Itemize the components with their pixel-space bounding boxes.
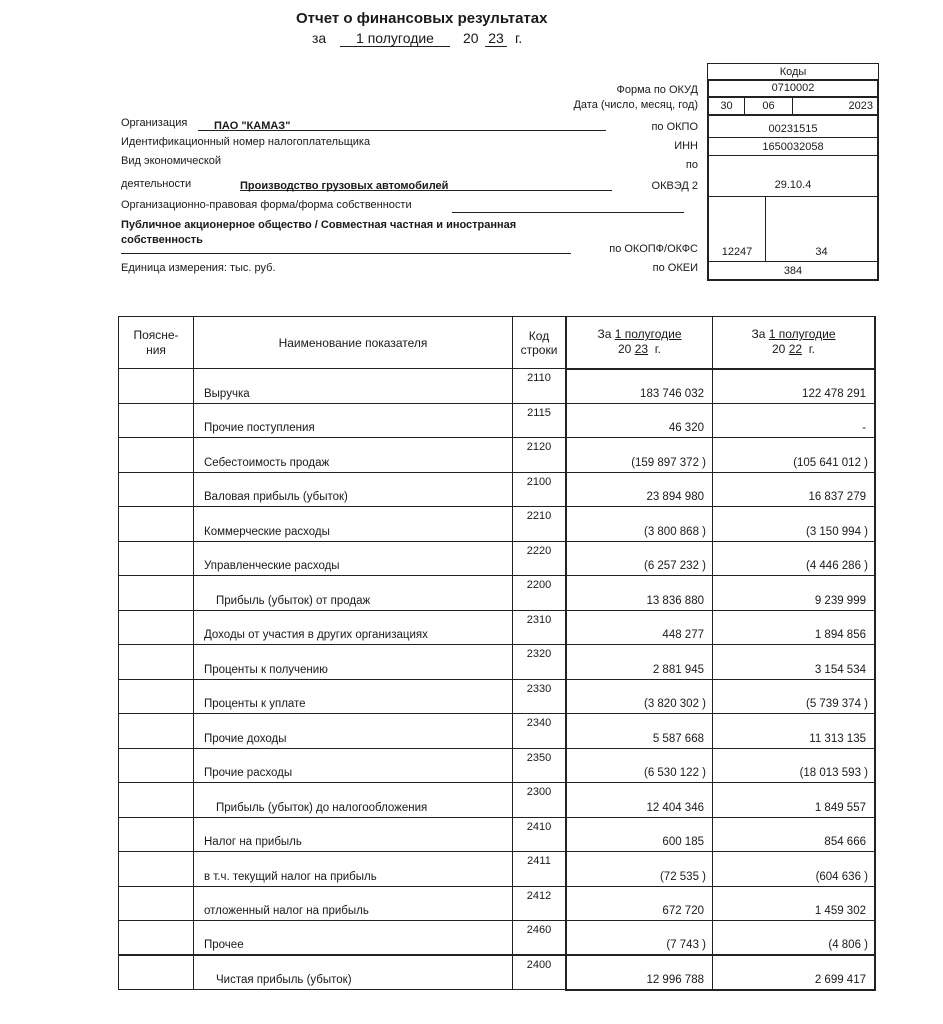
activity-field (240, 176, 612, 191)
table-header-row (119, 317, 876, 369)
header-code (513, 317, 567, 369)
row-name: отложенный налог на прибыль (204, 905, 369, 917)
row-current-value: (3 820 302 ) (643, 698, 706, 710)
table-row (119, 921, 876, 956)
okved-code: 29.10.4 (709, 156, 877, 197)
table-row (119, 438, 876, 473)
cur-unit: г. (654, 342, 661, 357)
row-current-value: (7 743 ) (666, 939, 706, 951)
header-previous-period (713, 317, 876, 369)
row-name: в т.ч. текущий налог на прибыль (204, 870, 377, 883)
okpo-code: 00231515 (709, 116, 877, 138)
row-previous-value: 3 154 534 (814, 663, 866, 676)
table-row (119, 610, 876, 645)
table-row (119, 645, 876, 680)
row-code: 2310 (526, 613, 552, 626)
row-name: Валовая прибыль (убыток) (204, 491, 348, 503)
date-label: Дата (число, месяц, год) (573, 99, 698, 111)
okei-label: по ОКЕИ (652, 262, 698, 274)
row-previous-value: (105 641 012 ) (793, 456, 868, 469)
inn-label: Идентификационный номер налогоплательщика (121, 136, 371, 148)
prev-year: 22 (788, 342, 803, 357)
unit-label: Единица измерения: тыс. руб. (121, 262, 276, 274)
table-row (119, 541, 876, 576)
row-current-value: 46 320 (668, 422, 704, 434)
table-row (119, 714, 876, 749)
row-code: 2210 (526, 510, 552, 522)
row-previous-value: 11 313 135 (809, 732, 866, 745)
row-name: Прибыль (убыток) от продаж (216, 594, 371, 607)
table-row (119, 817, 876, 852)
okopf-label: по ОКОПФ/ОКФС (609, 243, 698, 255)
row-previous-value: (5 739 374 ) (805, 698, 868, 710)
po-label: по (685, 159, 698, 171)
row-code: 2400 (526, 959, 552, 971)
legal-form-value-1: Публичное акционерное общество / Совместная частная и иностранная (121, 219, 517, 231)
row-name: Прочие поступления (204, 422, 315, 434)
okopf-okfs-row (709, 197, 877, 262)
table-row (119, 852, 876, 887)
row-name: Проценты к уплате (204, 698, 306, 710)
financial-results-table (118, 316, 876, 991)
row-previous-value: - (862, 422, 866, 434)
row-current-value: 672 720 (662, 905, 704, 917)
row-code: 2330 (526, 682, 552, 695)
row-previous-value: (3 150 994 ) (805, 525, 868, 538)
okved-label: ОКВЭД 2 (651, 180, 698, 192)
year-value: 23 (485, 30, 507, 47)
year-prefix: 20 (463, 30, 479, 46)
okfs-code: 34 (815, 246, 828, 258)
row-code: 2320 (526, 648, 552, 660)
codes-box (707, 79, 879, 281)
organization-field (198, 116, 606, 131)
legal-form-underline (121, 252, 571, 254)
row-code: 2115 (527, 406, 551, 419)
row-previous-value: 1 459 302 (814, 905, 866, 917)
cur-year-prefix: 20 (618, 342, 632, 357)
year-unit: г. (515, 30, 523, 46)
legal-form-value-2: собственность (121, 234, 203, 246)
row-name: Коммерческие расходы (204, 525, 330, 538)
row-current-value: 600 185 (662, 836, 704, 848)
table-row (119, 507, 876, 542)
row-name: Доходы от участия в других организациях (204, 629, 428, 641)
row-name: Налог на прибыль (204, 836, 302, 848)
row-name: Прочее (204, 939, 244, 951)
cur-year: 23 (634, 342, 649, 357)
activity-label-1: Вид экономической (121, 155, 222, 167)
row-name: Себестоимость продаж (204, 456, 330, 469)
header-notes-text: Поясне-ния (133, 327, 179, 357)
row-name: Прибыль (убыток) до налогообложения (216, 801, 428, 814)
date-day: 30 (709, 98, 745, 114)
table-row (119, 369, 876, 404)
okud-code: 0710002 (709, 81, 877, 98)
cur-prefix: За (597, 327, 612, 342)
okopf-code: 12247 (709, 197, 766, 261)
row-current-value: 5 587 668 (652, 732, 704, 745)
row-previous-value: (4 446 286 ) (805, 560, 868, 572)
table-row (119, 576, 876, 611)
row-code: 2412 (526, 889, 552, 902)
row-current-value: (3 800 868 ) (643, 525, 706, 538)
row-current-value: 448 277 (662, 629, 704, 641)
date-code-row (709, 98, 877, 116)
legal-form-line (452, 198, 684, 213)
okud-label: Форма по ОКУД (616, 84, 698, 96)
period-prefix: за (312, 30, 327, 46)
row-previous-value: (18 013 593 ) (799, 767, 868, 779)
row-previous-value: 2 699 417 (814, 973, 866, 986)
activity-label-2: деятельности (121, 178, 192, 190)
row-code: 2200 (526, 579, 552, 591)
okpo-label: по ОКПО (651, 121, 698, 133)
row-name: Управленческие расходы (204, 560, 340, 572)
codes-header: Коды (707, 63, 879, 80)
table-row-total (119, 955, 876, 990)
organization-label: Организация (121, 117, 188, 129)
row-previous-value: 1 894 856 (814, 629, 866, 641)
header-code-2: строки (520, 342, 558, 357)
row-current-value: 23 894 980 (646, 491, 704, 503)
report-title: Отчет о финансовых результатах (296, 10, 548, 27)
row-current-value: 12 996 788 (646, 973, 704, 986)
table-row (119, 472, 876, 507)
table-row (119, 783, 876, 818)
header-code-1: Код (528, 328, 550, 343)
table-row (119, 748, 876, 783)
legal-form-label: Организационно-правовая форма/форма собственности (121, 199, 412, 211)
date-month: 06 (745, 98, 793, 114)
row-code: 2110 (527, 372, 551, 384)
table-row (119, 679, 876, 714)
row-current-value: 13 836 880 (646, 594, 704, 607)
header-name: Наименование показателя (194, 317, 513, 369)
row-name: Выручка (204, 387, 250, 400)
row-current-value: 183 746 032 (640, 387, 704, 400)
row-previous-value: (4 806 ) (828, 939, 868, 951)
row-current-value: (159 897 372 ) (631, 456, 706, 469)
row-code: 2460 (526, 924, 552, 936)
row-current-value: 2 881 945 (652, 663, 704, 676)
header-notes (119, 317, 194, 369)
row-code: 2350 (526, 751, 552, 764)
inn-code-label: ИНН (674, 140, 698, 152)
row-name: Прочие расходы (204, 767, 293, 779)
row-code: 2220 (526, 544, 552, 557)
row-current-value: (6 530 122 ) (643, 767, 706, 779)
row-code: 2300 (526, 786, 552, 798)
cur-period: 1 полугодие (614, 327, 682, 342)
prev-prefix: За (751, 327, 766, 342)
prev-period: 1 полугодие (768, 327, 836, 342)
row-previous-value: (604 636 ) (815, 870, 868, 883)
row-name: Чистая прибыль (убыток) (216, 974, 352, 986)
date-year: 2023 (848, 100, 873, 112)
row-code: 2410 (526, 820, 552, 833)
prev-year-prefix: 20 (772, 342, 786, 357)
row-previous-value: 854 666 (824, 836, 866, 848)
row-code: 2120 (526, 441, 552, 453)
row-code: 2340 (526, 717, 552, 729)
inn-code: 1650032058 (709, 138, 877, 156)
row-name: Проценты к получению (204, 663, 328, 676)
organization-value: ПАО "КАМАЗ" (214, 120, 291, 132)
table-row (119, 886, 876, 921)
row-current-value: (72 535 ) (659, 870, 706, 883)
row-name: Прочие доходы (204, 732, 287, 745)
row-previous-value: 9 239 999 (814, 594, 866, 607)
row-current-value: (6 257 232 ) (643, 560, 706, 572)
header-current-period (566, 317, 713, 369)
activity-value: Производство грузовых автомобилей (240, 180, 449, 192)
row-code: 2411 (527, 855, 551, 867)
row-previous-value: 1 849 557 (814, 801, 866, 814)
row-code: 2100 (526, 475, 552, 488)
row-previous-value: 122 478 291 (802, 387, 866, 400)
row-previous-value: 16 837 279 (808, 491, 866, 503)
row-current-value: 12 404 346 (646, 801, 704, 814)
okei-code: 384 (783, 265, 803, 277)
period-value: 1 полугодие (340, 30, 450, 47)
prev-unit: г. (808, 342, 815, 357)
table-row (119, 403, 876, 438)
